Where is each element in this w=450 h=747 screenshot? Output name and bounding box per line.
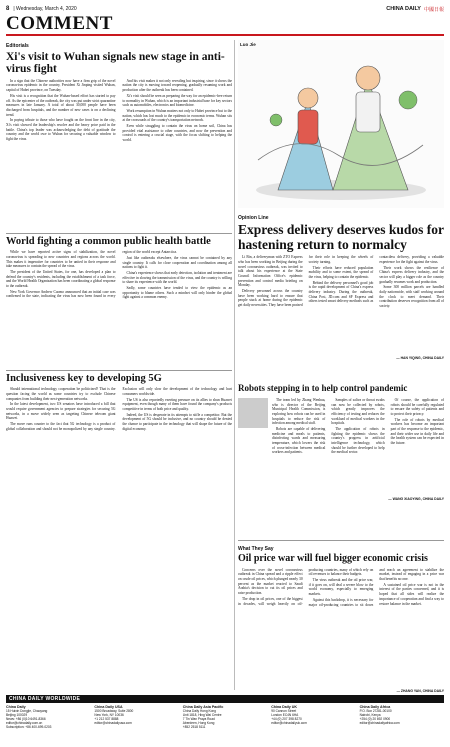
- footer-line: +1 212 537 8888: [94, 717, 119, 722]
- editorials-kicker: Editorials: [6, 43, 29, 49]
- paragraph: The team led by Zhang Wenhua, who is director of the Beijing Municipal Health Commission, is exploring how robots can be used in hospitals to reduce the risk of infection among medical staff.: [272, 398, 326, 426]
- paragraph: Xi's visit should be seen as preparing the way for an epidemic-free return to normality in Wuhan, which is an important industrial base for key sectors such as automobiles, electronics and biomedicine.: [122, 93, 232, 108]
- paragraph: The US is also reportedly exerting pressure on its allies to shun Huawei equipment, even though many of them have found the company's products competitive in terms of both price and quality.: [122, 397, 232, 412]
- footer-line: 7 Tin Wan Praya Road: [182, 717, 215, 722]
- divider: [238, 540, 444, 541]
- footer-line: London EC4N 6HA: [271, 713, 299, 718]
- footer-line: 90 Cannon Street: [271, 709, 297, 714]
- footer-line: +852 2518 5111: [182, 725, 206, 730]
- cartoon-credit: Luo Jie: [240, 42, 256, 47]
- paragraph: Sadly, some countries have tended to view the epidemic as an opportunity to blame others. Such a mindset will only hinder the global fight against a common enemy.: [122, 286, 232, 300]
- footer-column: [183, 705, 267, 729]
- section-title: COMMENT: [6, 13, 113, 34]
- paragraph: Of course, the application of robots should be carefully regulated to ensure the safety of patients and to protect their privacy.: [390, 398, 444, 417]
- opinion-line: [238, 212, 444, 362]
- editorial2-body: [6, 250, 232, 365]
- footer-line: News: +86 (0)10 6491-8366: [6, 717, 46, 722]
- footer-column-title: China Daily UK: [271, 705, 297, 709]
- editorial3-body: [6, 387, 232, 687]
- paragraph: Just like outbreaks elsewhere, the virus cannot be contained by any single country. It calls for close cooperation and coordination among all nations to fight it.: [122, 256, 232, 270]
- paragraph: The move runs counter to the fact that 5G technology is a product of global collaboration and should not be monopolized by any single country. Exclusion will only slow the development of the technology and hurt consumers worldwide.: [6, 387, 232, 431]
- footer-column: [360, 705, 444, 729]
- cartoon-illustration: [238, 40, 444, 208]
- footer-column: [271, 705, 355, 729]
- paragraph: The application of robots in fighting the epidemic shows the country's progress in artificial intelligence technology, which should be further developed to help the medical sector.: [331, 427, 385, 455]
- opinion-byline: — HAN YIQING, CHINA DAILY: [396, 356, 444, 361]
- footer-grid: [6, 705, 444, 729]
- oil-byline: — ZHANG YAN, CHINA DAILY: [396, 688, 444, 693]
- oil-headline: Oil price war will fuel bigger economic crisis: [238, 553, 428, 564]
- footer-column: [6, 705, 90, 729]
- paragraph: Some 300 million parcels are handled daily nationwide, with staff working around the clock to meet demand. Their contribution deserves recognition from all of society.: [379, 285, 444, 308]
- footer-column-title: China Daily USA: [94, 705, 123, 709]
- robots-byline: — WANG XIAOYING, CHINA DAILY: [388, 497, 444, 501]
- paragraph: Work resumption in Wuhan matters not only to Hubei province but to the nation, which has lost much to the epidemic in economic terms. Wuhan sits at the crossroads of the country's transportation network.: [122, 108, 232, 123]
- paragraph: New York Governor Andrew Cuomo announced that an initial case was confirmed in the state, indicating the virus has now been found in every region of the world except Antarctica.: [6, 250, 177, 299]
- robots-article: [238, 384, 444, 397]
- paragraph: The drop in oil prices, one of the biggest in decades, will weigh heavily on oil-producing countries, many of which rely on oil revenues to balance their budgets.: [238, 567, 374, 606]
- column-divider: [234, 40, 235, 690]
- footer-column-title: China Daily Africa: [359, 705, 391, 709]
- paragraph: Robots are capable of delivering medicine and meals to patients, disinfecting wards and measuring temperature, which lowers the risk of cross-infection between medical workers and patients.: [272, 427, 326, 455]
- editorial3-headline: Inclusiveness key to developing 5G: [6, 373, 162, 384]
- footer-column-title: China Daily Asia Pacific: [182, 705, 224, 709]
- footer-line: Subscription: +86 400-699-0203: [6, 725, 52, 730]
- footer-line: New York, NY 10036: [94, 713, 124, 718]
- footer-line: editor@chinadailyusa.com: [94, 721, 132, 726]
- paragraph: Delivery personnel across the country have been working hard to ensure that people stuck at home during the epidemic get daily necessities. They have been praised for their role in keeping the wheels of society turning.: [238, 255, 374, 307]
- editorial2-headline: World fighting a common public health battle: [6, 236, 211, 247]
- paragraph: A sustained oil price war is not in the interest of the parties concerned, and it is hoped that all sides will realize the importance of cooperation and find a way to restore balance in the market.: [379, 582, 444, 606]
- paragraph: China's experience shows that early detection, isolation and treatment are effective in slowing the transmission of the virus, and the country is willing to share its experience with the world.: [122, 271, 232, 285]
- footer-line: editor@chinadailyafrica.com: [359, 721, 400, 726]
- paragraph: Samples of saliva or throat swabs can now be collected by robots, which greatly improves the efficiency of testing and reduces the workload of medical workers in the hospitals.: [331, 398, 385, 426]
- paragraph: Their efforts have reduced population mobility and to some extent, the spread of the virus, helping to contain the epidemic.: [308, 265, 374, 279]
- paragraph: Concerns over the novel coronavirus outbreak in China spread and a ripple effect on crude oil prices, which plunged nearly 30 percent as the market reacted to Saudi Arabia's decision to cut its oil prices and raise production.: [238, 567, 303, 596]
- footer-column-title: China Daily: [6, 705, 26, 709]
- editorial-body: [6, 79, 232, 187]
- paragraph: In paying tribute to those who have fought on the front line in the city, Xi's visit showed the leadership's resolve and the heavy price paid in the battle. China's top leader was acknowledging the debt of gratitude the country and the world owe to Wuhan for securing a valuable window to fight the virus.: [6, 118, 116, 141]
- paragraph: The role of robots by medical workers has become an important part of the response to the epidemic, and their wider use in daily life and the health system can be expected in the future.: [390, 417, 444, 446]
- paragraph: Their work shows the resilience of China's express delivery industry, and the sector will play a bigger role as the country gradually resumes work and production.: [379, 265, 444, 284]
- paragraph: Behind the delivery personnel's good job is the rapid development of China's express delivery industry. During the outbreak, China Post, JD.com and SF Express and others tested smart delivery methods such as contactless delivery, providing a valuable experience for the fight against the virus.: [308, 255, 444, 304]
- editorial-5g: [6, 373, 232, 687]
- page-number: 8: [6, 6, 10, 12]
- robots-body: [272, 398, 444, 502]
- footer-line: editor@chinadailyuk.com: [271, 721, 307, 726]
- oil-body: [238, 568, 444, 688]
- paragraph: In the latest development, two US senators have introduced a bill that would require government agencies to prepare strategies for securing 5G networks, in a move widely seen as targeting Chinese telecom giant Huawei.: [6, 402, 116, 421]
- footer-line: P.O. Box 27281-00100: [359, 709, 392, 714]
- editorial-xi-visit: [6, 40, 232, 187]
- footer-line: editor@chinadaily.com.cn: [6, 721, 43, 726]
- footer-line: Unit 1818, Hing Wai Centre: [182, 713, 222, 718]
- robot-photo: [238, 398, 268, 428]
- footer-line: 15 Huixin Dongjie, Chaoyang: [6, 709, 48, 714]
- footer-column: [94, 705, 178, 729]
- oil-article: [238, 543, 444, 695]
- editorial-world-fighting: [6, 236, 232, 365]
- brand-name-chinese: 中國日報: [423, 6, 444, 13]
- editorial-headline: Xi's visit to Wuhan signals new stage in anti-virus fight: [6, 51, 225, 76]
- paragraph: While we have reported active signs of stabilization, the novel coronavirus is spreading to new countries and regions across the world. This makes it imperative for countries to be united in their response and take measures to contain the spread of the virus.: [6, 250, 116, 269]
- paragraph: And his visit makes it not only revealing but inspiring, since it shows the nation the city is moving toward reopening, gradually resuming work and production after the outbreak has been contained.: [122, 78, 232, 93]
- footer-line: Beijing 100029: [6, 713, 28, 718]
- divider: [6, 233, 232, 234]
- paragraph: His visit is a recognition that the Wuhan-based effort has started to pay off. As the epicenter of the outbreak, the city was put under strict quarantine measures in late January. A total of about 30,000 people have been discharged from hospitals, and the number of new cases is on a declining trend.: [6, 93, 116, 117]
- footer-line: Aberdeen, Hong Kong: [182, 721, 215, 726]
- opinion-kicker: Opinion Line: [238, 215, 269, 221]
- footer-line: Nairobi, Kenya: [359, 713, 381, 718]
- what-they-say-kicker: What They Say: [238, 546, 274, 552]
- divider: [6, 370, 232, 371]
- footer-line: +254 (0) 20 692 0900: [359, 717, 391, 722]
- paragraph: Indeed, the US is desperate in its attempts to stifle a competitor. But the development of 5G should be inclusive, and no country should be denied the chance to participate in the technology that will shape the future of the digital economy.: [122, 412, 232, 431]
- footer-title: CHINA DAILY WORLDWIDE: [6, 695, 444, 703]
- robots-headline: Robots stepping in to help control pandemic: [238, 383, 408, 393]
- opinion-body: [238, 255, 444, 355]
- section-masthead: [6, 14, 444, 36]
- paragraph: Even while struggling to contain the virus on home soil, China has provided vital assistance to other countries, and now the prevention and control is entering a crucial stage, with the focus shifting to helping the world.: [122, 123, 232, 142]
- editorial-cartoon: [238, 40, 444, 208]
- issue-date: | Wednesday, March 4, 2020: [13, 6, 77, 12]
- brand-name: CHINA DAILY: [386, 6, 421, 12]
- footer-line: China Daily Hong Kong: [182, 709, 216, 714]
- paragraph: Should international technology cooperation be politicized? That is the question facing the world as some countries try to exclude Chinese companies from building their next-generation networks.: [6, 387, 116, 401]
- paragraph: Li Bin, a deliveryman with ZTO Express who has been working in Beijing during the novel coronavirus outbreak, was invited to talk about his experience at the State Council Information Office's epidemic prevention and control media briefing on Monday.: [238, 255, 303, 288]
- footer-line: +44 (0) 207 398 8270: [271, 717, 302, 722]
- paragraph: Against this backdrop, it is necessary for major oil-producing countries to sit down and reach an agreement to stabilize the market, instead of engaging in a price war that benefits no one.: [308, 567, 444, 607]
- opinion-headline: Express delivery deserves kudos for hastening return to normalcy: [238, 222, 444, 252]
- paragraph: The president of the United States, for one, has developed a plan to defend the country's residents, including the establishment of a task force, and the World Health Organization has been coordinating a global response to the outbreak.: [6, 270, 116, 289]
- footer-line: 1500 Broadway, Suite 2800: [94, 709, 134, 714]
- paragraph: The virus outbreak and the oil price war, if it goes on, will deal a severe blow to the world economy, especially to emerging markets.: [308, 578, 374, 597]
- footer-contacts: [6, 695, 444, 745]
- paragraph: In a sign that the Chinese authorities now have a firm grip of the novel coronavirus epidemic in the country, President Xi Jinping visited Wuhan, capital of Hubei province, on Tuesday.: [6, 78, 116, 93]
